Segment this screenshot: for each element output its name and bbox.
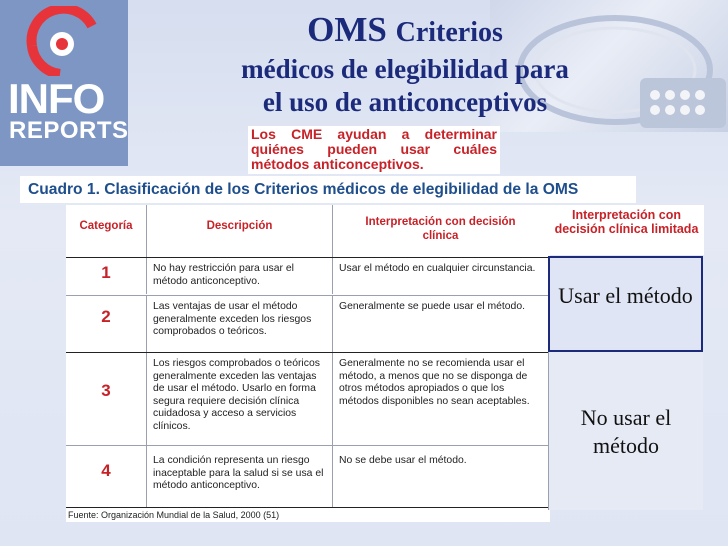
row-2-category: 2: [101, 307, 111, 326]
table-bottom-line: [66, 507, 550, 508]
no-use-method-box: No usar el método: [548, 352, 703, 510]
logo-text-info: INFO: [8, 75, 105, 122]
header-descripcion: Descripción: [146, 205, 332, 257]
title-line-3: el uso de anticonceptivos: [262, 87, 548, 117]
use-method-box: Usar el método: [548, 256, 703, 352]
row-1-category: 1: [101, 263, 111, 282]
logo-text-reports: REPORTS: [9, 117, 129, 144]
title-criterios: Criterios: [395, 17, 503, 48]
row-4-description: La condición representa un riesgo inaceptable para la salud si se usa el método anticonceptivo.: [146, 446, 332, 508]
criteria-table: [66, 205, 550, 522]
source-note: Fuente: Organización Mundial de la Salud, 2000 (51): [68, 510, 280, 520]
row-1-description: No hay restricción para usar el método anticonceptivo.: [146, 258, 332, 294]
logo-symbol-icon: [22, 6, 112, 76]
row-2-description: Las ventajas de usar el método generalmente exceden los riesgos comprobados o teóricos.: [146, 296, 332, 352]
row-3-interpretation: Generalmente no se recomienda usar el método, a menos que no se disponga de otros métodos apropiados o que los métodos disponibles no sean aceptables.: [332, 353, 548, 445]
cuadro-title: Cuadro 1. Clasificación de los Criterios médicos de elegibilidad de la OMS: [20, 176, 636, 203]
header-interpretacion: Interpretación con decisión clínica: [332, 205, 548, 257]
row-3-category: 3: [101, 381, 111, 400]
row-3-description: Los riesgos comprobados o teóricos generalmente exceden las ventajas de usar el método. Usarlo en forma segura requiere decisión clínica cuidadosa y acceso a servicios clínicos.: [146, 353, 332, 445]
row-2-interpretation: Generalmente se puede usar el método.: [332, 296, 548, 352]
info-reports-logo: [0, 0, 128, 166]
header-decision-limitada: Interpretación con decisión clínica limitada: [549, 205, 704, 255]
row-4-category: 4: [101, 461, 111, 480]
title-oms: OMS: [307, 10, 387, 49]
header-categoria: Categoría: [79, 220, 133, 232]
row-1-interpretation: Usar el método en cualquier circunstancia.: [332, 258, 548, 294]
slide-title: [160, 10, 650, 119]
cme-note: Los CME ayudan a determinar quiénes pueden usar cuáles métodos anticonceptivos.: [248, 126, 500, 174]
title-line-2: médicos de elegibilidad para: [241, 54, 569, 84]
row-4-interpretation: No se debe usar el método.: [332, 446, 548, 508]
